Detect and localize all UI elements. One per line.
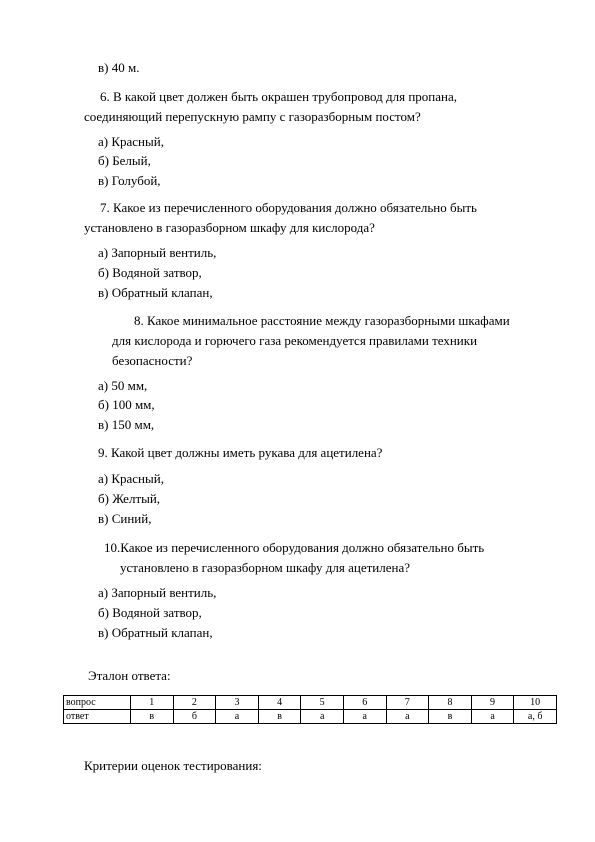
table-cell: а, б	[514, 710, 557, 724]
table-cell: 3	[216, 696, 259, 710]
question-8-line-2: для кислорода и горючего газа рекомендуется правилами техники	[112, 333, 478, 348]
option-b: б) 100 мм,	[98, 397, 155, 412]
option-b: б) Желтый,	[98, 491, 161, 506]
table-cell: 5	[301, 696, 344, 710]
table-cell: 10	[514, 696, 557, 710]
table-cell: в	[429, 710, 472, 724]
option-c: в) Обратный клапан,	[98, 625, 213, 640]
table-cell: 8	[429, 696, 472, 710]
question-10-line-2: установлено в газоразборном шкафу для ацетилена?	[120, 560, 410, 575]
table-cell: а	[343, 710, 386, 724]
line-1: в) 40 м.	[98, 60, 140, 75]
table-row	[64, 710, 557, 724]
table-cell: вопрос	[64, 696, 131, 710]
answer-key-heading: Эталон ответа:	[88, 668, 171, 683]
table-cell: 1	[131, 696, 174, 710]
option-a: а) 50 мм,	[98, 378, 148, 393]
option-c: в) Обратный клапан,	[98, 285, 213, 300]
table-cell: 4	[258, 696, 301, 710]
table-cell: 2	[173, 696, 216, 710]
question-8-line-1: 8. Какое минимальное расстояние между газоразборными шкафами	[134, 313, 510, 328]
question-9: 9. Какой цвет должны иметь рукава для ацетилена?	[98, 445, 383, 460]
question-6-line-2: соединяющий перепускную рампу с газоразборным постом?	[84, 109, 421, 124]
option-c: в) 150 мм,	[98, 417, 155, 432]
option-b: б) Водяной затвор,	[98, 265, 202, 280]
table-cell: в	[258, 710, 301, 724]
option-a: а) Запорный вентиль,	[98, 245, 217, 260]
table-cell: ответ	[64, 710, 131, 724]
table-cell: в	[131, 710, 174, 724]
question-8-line-3: безопасности?	[112, 353, 193, 368]
table-cell: а	[386, 710, 429, 724]
criteria-heading: Критерии оценок тестирования:	[84, 758, 262, 773]
option-b: б) Водяной затвор,	[98, 605, 202, 620]
table-cell: а	[471, 710, 514, 724]
option-c: в) Синий,	[98, 511, 152, 526]
table-cell: 9	[471, 696, 514, 710]
question-7-line-1: 7. Какое из перечисленного оборудования должно обязательно быть	[100, 200, 477, 215]
option-a: а) Красный,	[98, 471, 164, 486]
option-a: а) Запорный вентиль,	[98, 585, 217, 600]
table-cell: 6	[343, 696, 386, 710]
option-b: б) Белый,	[98, 153, 151, 168]
table-row	[64, 696, 557, 710]
option-a: а) Красный,	[98, 134, 164, 149]
question-10-line-1: 10.Какое из перечисленного оборудования должно обязательно быть	[104, 540, 485, 555]
table-cell: а	[301, 710, 344, 724]
answer-key-table	[63, 695, 557, 724]
table-cell: 7	[386, 696, 429, 710]
table-cell: а	[216, 710, 259, 724]
table-cell: б	[173, 710, 216, 724]
question-6-line-1: 6. В какой цвет должен быть окрашен трубопровод для пропана,	[100, 89, 457, 104]
question-7-line-2: установлено в газоразборном шкафу для кислорода?	[84, 220, 375, 235]
option-c: в) Голубой,	[98, 173, 161, 188]
